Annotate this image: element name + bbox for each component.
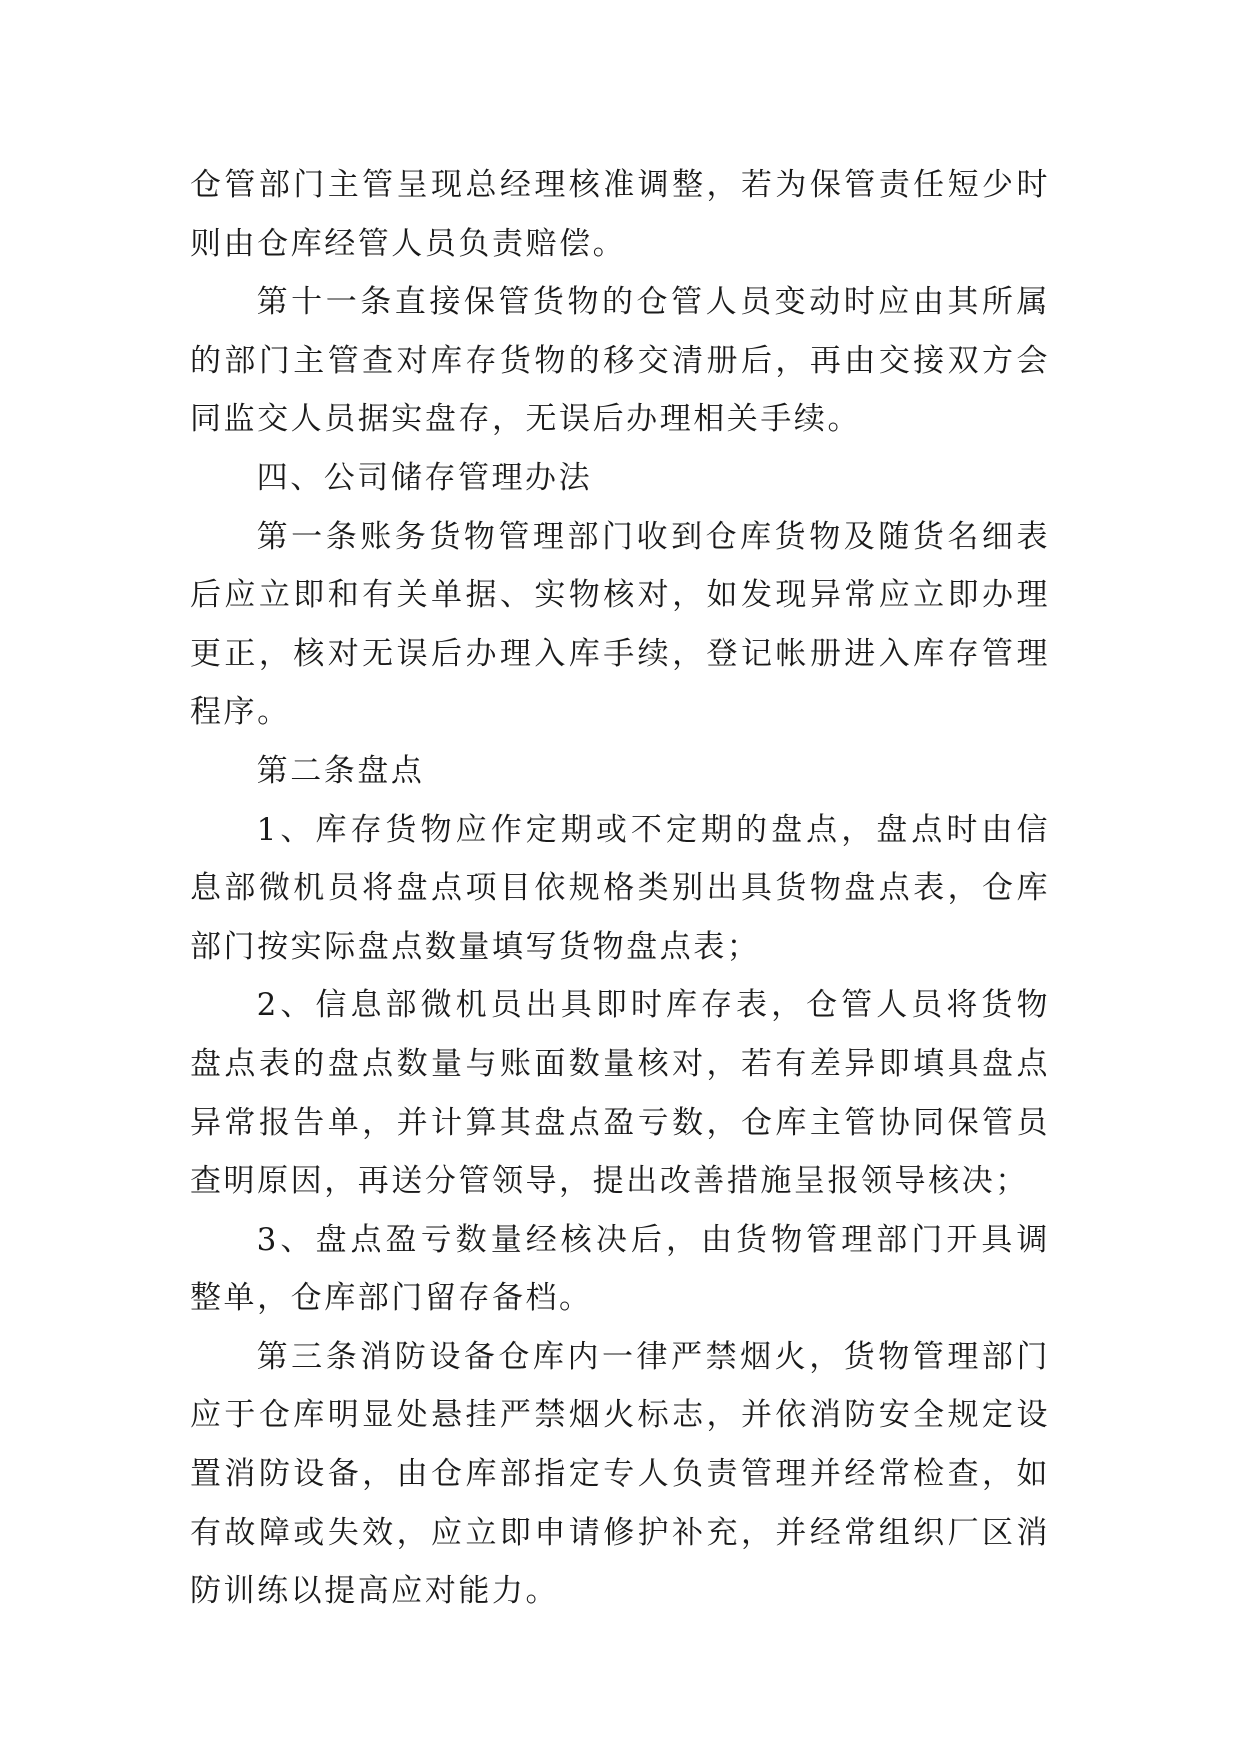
section-heading-storage-management: 四、公司储存管理办法 [256, 459, 593, 496]
document-body [190, 156, 1050, 1621]
paragraph-article-11: 第十一条直接保管货物的仓管人员变动时应由其所属的部门主管查对库存货物的移交清册后，再由交接双方会同监交人员据实盘存，无误后办理相关手续。 [190, 284, 1050, 438]
paragraph-article-3-fire-safety: 第三条消防设备仓库内一律严禁烟火，货物管理部门应于仓库明显处悬挂严禁烟火标志，并依消防安全规定设置消防设备，由仓库部指定专人负责管理并经常检查，如有故障或失效，应立即申请修护补充，并经常组织厂区消防训练以提高应对能力。 [190, 1338, 1050, 1610]
paragraph-continuation: 仓管部门主管呈现总经理核准调整，若为保管责任短少时则由仓库经管人员负责赔偿。 [190, 167, 1050, 262]
list-item-count-3: 3、盘点盈亏数量经核决后，由货物管理部门开具调整单，仓库部门留存备档。 [190, 1221, 1050, 1317]
paragraph-article-1: 第一条账务货物管理部门收到仓库货物及随货名细表后应立即和有关单据、实物核对，如发现异常应立即办理更正，核对无误后办理入库手续，登记帐册进入库存管理程序。 [190, 518, 1050, 731]
list-item-count-2: 2、信息部微机员出具即时库存表，仓管人员将货物盘点表的盘点数量与账面数量核对，若有差异即填具盘点异常报告单，并计算其盘点盈亏数，仓库主管协同保管员查明原因，再送分管领导，提出改善措施呈报领导核决； [190, 987, 1050, 1200]
article-heading-inventory-count: 第二条盘点 [256, 752, 425, 789]
list-item-count-1: 1、库存货物应作定期或不定期的盘点，盘点时由信息部微机员将盘点项目依规格类别出具货物盘点表，仓库部门按实际盘点数量填写货物盘点表； [190, 811, 1050, 965]
